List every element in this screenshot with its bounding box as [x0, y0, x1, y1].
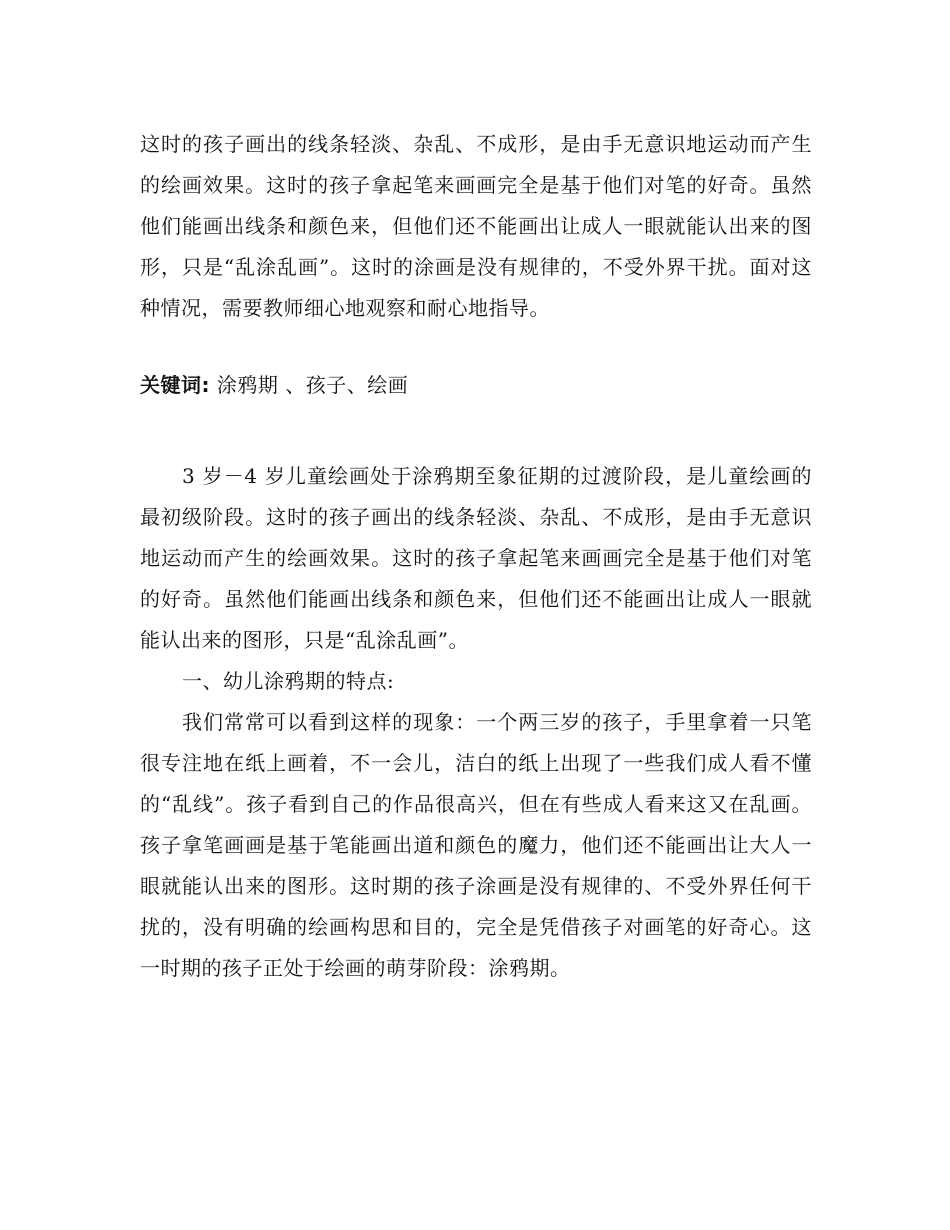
keywords-label: 关键词: — [140, 373, 210, 397]
intro-paragraph: 3 岁－4 岁儿童绘画处于涂鸦期至象征期的过渡阶段，是儿童绘画的最初级阶段。这时的孩子画出的线条轻淡、杂乱、不成形，是由手无意识地运动而产生的绘画效果。这时的孩子拿起笔来画画完全是基于他们对笔的好奇。虽然他们能画出线条和颜色来，但他们还不能画出让成人一眼就能认出来的图形，只是“乱涂乱画”。 — [140, 464, 812, 652]
section-paragraph: 我们常常可以看到这样的现象：一个两三岁的孩子，手里拿着一只笔很专注地在纸上画着，不一会儿，洁白的纸上出现了一些我们成人看不懂的“乱线”。孩子看到自己的作品很高兴，但在有些成人看来这又在乱画。孩子拿笔画画是基于笔能画出道和颜色的魔力，他们还不能画出让大人一眼就能认出来的图形。这时期的孩子涂画是没有规律的、不受外界任何干扰的，没有明确的绘画构思和目的，完全是凭借孩子对画笔的好奇心。这一时期的孩子正处于绘画的萌芽阶段：涂鸦期。 — [140, 710, 812, 980]
keywords-line — [140, 365, 812, 406]
abstract-paragraph: 这时的孩子画出的线条轻淡、杂乱、不成形，是由手无意识地运动而产生的绘画效果。这时的孩子拿起笔来画画完全是基于他们对笔的好奇。虽然他们能画出线条和颜色来，但他们还不能画出让成人一眼就能认出来的图形，只是“乱涂乱画”。这时的涂画是没有规律的，不受外界干扰。面对这种情况，需要教师细心地观察和耐心地指导。 — [140, 132, 812, 320]
document-content — [140, 124, 812, 989]
keywords-value: 涂鸦期 、孩子、绘画 — [216, 373, 409, 397]
body-section — [140, 456, 812, 989]
section-heading: 一、幼儿涂鸦期的特点: — [182, 669, 395, 693]
